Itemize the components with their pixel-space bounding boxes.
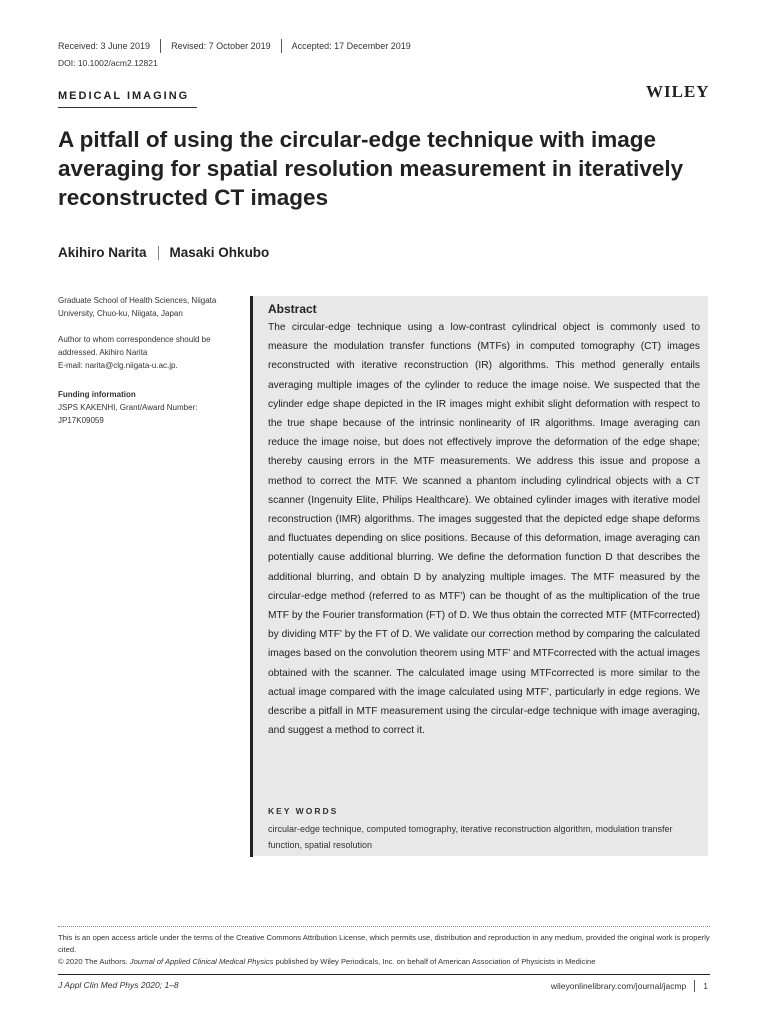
footer-dotted-rule bbox=[58, 926, 710, 927]
date-divider bbox=[281, 39, 282, 53]
abstract-text: The circular-edge technique using a low-contrast cylindrical object is commonly used to measure the modulation transfer functions (MTFs) in computed tomography (CT) images reconstructed with iterative reconstruction (IR) algorithms. This method generally entails averaging multiple images of the cylinder to reduce the image noise. We suspected that the cylinder edge shape depicted in the IR images might exhibit slight deformation with respect to the true shape because of the intrinsic nonlinearity of IR algorithms. Image averaging can reduce the image noise, but does not effectively improve the deformation of the edge shape; thereby causing errors in the MTF measurements. We address this issue and propose a method to correct the MTF. We scanned a phantom including cylindrical objects with a CT scanner (Ingenuity Elite, Philips Healthcare). We obtained cylinder images with iterative model reconstruction (IMR) algorithms. The images suggested that the depicted edge shape deforms and fluctuates depending on slice positions. Because of this deformation, image averaging can potentially cause additional blurring. We define the deformation function D that describes the additional blurring, and obtain D by analyzing multiple images. The MTF measured by the circular-edge method (referred to as MTF') can be thought of as the multiplication of the true MTF by the Fourier transformation (FT) of D. We thus obtain the corrected MTF (MTFcorrected) by dividing MTF' by the FT of D. We validate our correction method by comparing the calculated images based on the convolution theorem using MTF' and MTFcorrected with the actual images obtained with the scanner. The calculated image using MTFcorrected is more similar to the actual image compared with the image calculated using MTF', particularly in edge regions. We describe a pitfall in MTF measurement using the circular-edge technique with image averaging, and suggest a method to correct it. bbox=[268, 322, 700, 737]
keywords-heading: KEY WORDS bbox=[268, 806, 339, 816]
copyright-suffix: published by Wiley Periodicals, Inc. on behalf of American Association of Physicists in Medicine bbox=[275, 957, 596, 966]
affiliation-text: Graduate School of Health Sciences, Niigata University, Chuo-ku, Niigata, Japan bbox=[58, 296, 217, 318]
received-date: Received: 3 June 2019 bbox=[58, 41, 151, 51]
journal-citation: J Appl Clin Med Phys 2020; 1–8 bbox=[58, 980, 179, 990]
accepted-date: Accepted: 17 December 2019 bbox=[291, 41, 411, 51]
license-text: This is an open access article under the terms of the Creative Commons Attribution License, which permits use, distribution and reproduction in any medium, provided the original work is properly cited. bbox=[58, 933, 710, 954]
page-divider bbox=[694, 980, 695, 992]
keywords-text: circular-edge technique, computed tomography, iterative reconstruction algorithm, modulation transfer function, spatial resolution bbox=[268, 824, 673, 850]
affiliation bbox=[58, 294, 243, 320]
doi[interactable]: DOI: 10.1002/acm2.12821 bbox=[58, 58, 158, 68]
author-name[interactable]: Akihiro Narita bbox=[58, 245, 147, 260]
journal-url[interactable]: wileyonlinelibrary.com/journal/jacmp bbox=[550, 981, 687, 991]
funding-text: JSPS KAKENHI, Grant/Award Number: JP17K09059 bbox=[58, 403, 198, 425]
section-underline bbox=[58, 107, 197, 108]
copyright-prefix: © 2020 The Authors. bbox=[58, 957, 128, 966]
author-name[interactable]: Masaki Ohkubo bbox=[169, 245, 270, 260]
journal-name: Journal of Applied Clinical Medical Physics bbox=[129, 957, 274, 966]
funding-heading: Funding information bbox=[58, 390, 136, 399]
author-list bbox=[58, 245, 269, 260]
publisher-logo: WILEY bbox=[646, 82, 710, 101]
correspondence-email[interactable]: E-mail: narita@clg.niigata-u.ac.jp. bbox=[58, 361, 178, 370]
journal-url-block bbox=[551, 980, 708, 992]
funding-info bbox=[58, 388, 243, 427]
abstract-heading: Abstract bbox=[268, 302, 317, 316]
abstract-left-rule bbox=[250, 296, 253, 857]
article-title: A pitfall of using the circular-edge technique with image averaging for spatial resolution measurement in iteratively reconstructed CT images bbox=[58, 127, 684, 210]
footer-rule bbox=[58, 974, 710, 975]
page-number: 1 bbox=[703, 981, 708, 991]
author-divider bbox=[158, 246, 159, 260]
article-dates bbox=[58, 39, 411, 53]
section-label: MEDICAL IMAGING bbox=[58, 90, 190, 102]
license-notice bbox=[58, 932, 710, 968]
correspondence-text: Author to whom correspondence should be addressed. Akihiro Narita bbox=[58, 335, 211, 357]
revised-date: Revised: 7 October 2019 bbox=[171, 41, 271, 51]
correspondence bbox=[58, 333, 243, 372]
date-divider bbox=[160, 39, 161, 53]
